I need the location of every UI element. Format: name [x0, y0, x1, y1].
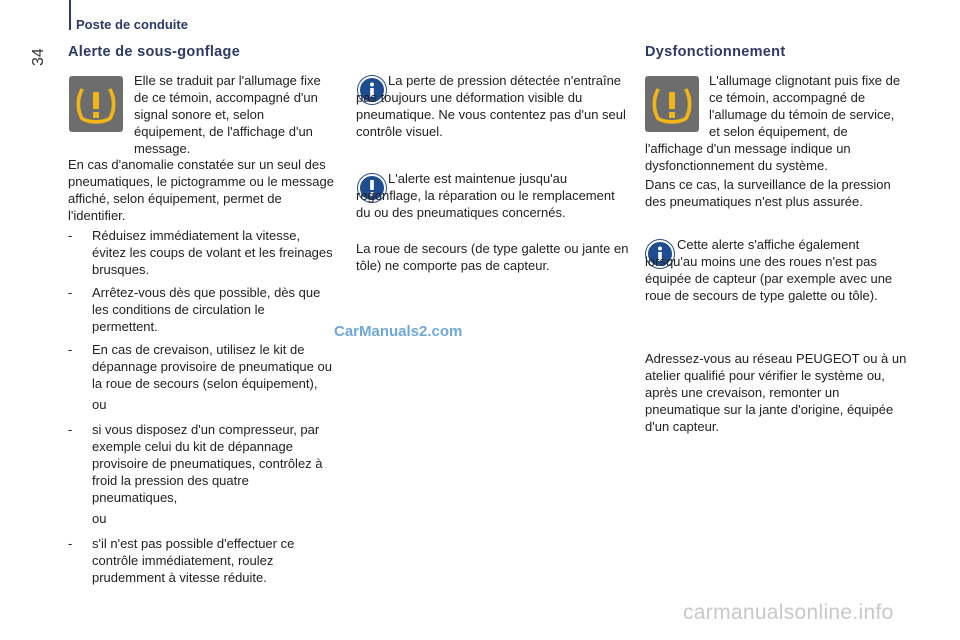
section-title: Poste de conduite [76, 17, 188, 32]
or-label: ou [92, 511, 107, 526]
header-bar [69, 0, 71, 30]
underinflation-body: En cas d'anomalie constatée sur un seul des pneumatiques, le pictogramme ou le message affiché, selon équipement, permet de l'identifier. [68, 157, 334, 223]
malfunction-title: Dysfonctionnement [645, 44, 786, 60]
malfunction-intro: L'allumage clignotant puis fixe de ce témoin, accompagné de l'allumage du témoin de service, et selon équipement, de l'affichage d'un message indique un dysfonctionnement du système. [645, 73, 901, 173]
list-item: - En cas de crevaison, utilisez le kit de dépannage provisoire de pneumatique ou la roue de secours (selon équipement), [68, 342, 332, 391]
list-item: - si vous disposez d'un compresseur, par exemple celui du kit de dépannage provisoire de pneumatiques, contrôlez à froid la pression des quatre pneumatiques, [68, 422, 323, 505]
watermark-center: CarManuals2.com [334, 323, 463, 340]
instructions-list [68, 227, 334, 592]
alert-maintained: L'alerte est maintenue jusqu'au regonflage, la réparation ou le remplacement du ou des pneumatiques concernés. [356, 171, 615, 220]
page-number: 34 [30, 48, 47, 66]
underinflation-intro: Elle se traduit par l'allumage fixe de ce témoin, accompagné d'un signal sonore et, selon équipement, de l'affichage d'un message. [134, 73, 321, 156]
list-item: - Réduisez immédiatement la vitesse, évitez les coups de volant et les freinages brusques. [68, 228, 333, 277]
sensor-info: Cette alerte s'affiche également lorsqu'au moins une des roues n'est pas équipée de capteur (par exemple avec une roue de secours de type galette ou tôle). [645, 237, 893, 303]
list-item: - Arrêtez-vous dès que possible, dès que les conditions de circulation le permettent. [68, 285, 321, 334]
surveillance-note: Dans ce cas, la surveillance de la pression des pneumatiques n'est plus assurée. [645, 177, 891, 209]
or-label: ou [92, 397, 107, 412]
underinflation-title: Alerte de sous-gonflage [68, 44, 241, 60]
contact-dealer: Adressez-vous au réseau PEUGEOT ou à un atelier qualifié pour vérifier le système ou, après une crevaison, remonter un pneumatique sur la jante d'origine, équipée d'un capteur. [645, 351, 907, 434]
spare-wheel-note: La roue de secours (de type galette ou jante en tôle) ne comporte pas de capteur. [356, 241, 629, 273]
watermark-bottom: carmanualsonline.info [683, 601, 894, 624]
info-pressure-loss: La perte de pression détectée n'entraîne pas toujours une déformation visible du pneumatique. Ne vous contentez pas d'un seul contrôle visuel. [356, 73, 626, 139]
tyre-pressure-warning-icon [69, 76, 123, 132]
list-item: - s'il n'est pas possible d'effectuer ce contrôle immédiatement, roulez prudemment à vitesse réduite. [68, 536, 295, 585]
